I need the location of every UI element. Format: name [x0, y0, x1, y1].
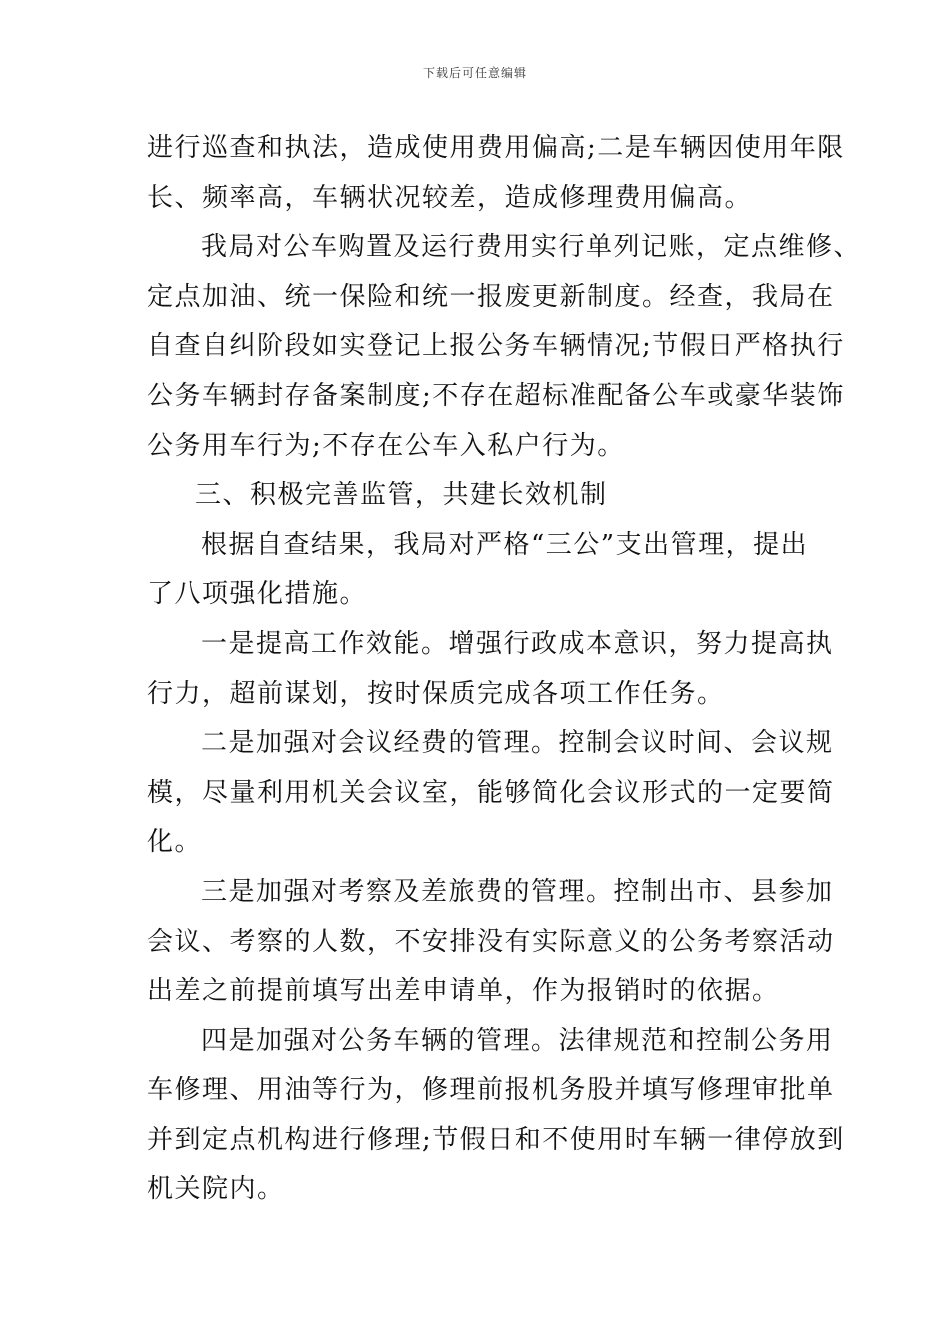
section-heading: 三、积极完善监管，共建长效机制 — [195, 480, 608, 511]
paragraph-start: 三是加强对考察及差旅费的管理。控制出市、县参加 — [201, 876, 834, 907]
text-line: 公务用车行为;不存在公车入私户行为。 — [147, 430, 625, 461]
text-line: 公务车辆封存备案制度;不存在超标准配备公车或豪华装饰 — [147, 380, 845, 411]
text-line: 车修理、用油等行为，修理前报机务股并填写修理审批单 — [147, 1075, 835, 1106]
text-line: 进行巡查和执法，造成使用费用偏高;二是车辆因使用年限 — [147, 133, 845, 163]
text-line: 模，尽量利用机关会议室，能够简化会议形式的一定要简 — [147, 777, 835, 808]
paragraph-start: 二是加强对会议经费的管理。控制会议时间、会议规 — [201, 728, 834, 759]
text-line: 并到定点机构进行修理;节假日和不使用时车辆一律停放到 — [147, 1124, 845, 1155]
text-line: 化。 — [147, 827, 203, 858]
text-line: 出差之前提前填写出差申请单，作为报销时的依据。 — [147, 976, 780, 1007]
text-line: 长、频率高，车辆状况较差，造成修理费用偏高。 — [147, 182, 753, 213]
page-header: 下载后可任意编辑 — [422, 66, 527, 80]
paragraph-start: 我局对公车购置及运行费用实行单列记账，定点维修、 — [201, 232, 862, 263]
paragraph-start: 根据自查结果，我局对严格“三公”支出管理，提出 — [201, 529, 809, 560]
text-line: 了八项强化措施。 — [147, 579, 368, 610]
text-line: 机关院内。 — [147, 1174, 285, 1205]
text-line: 定点加油、统一保险和统一报废更新制度。经查，我局在 — [147, 281, 835, 312]
paragraph-start: 一是提高工作效能。增强行政成本意识，努力提高执 — [201, 628, 834, 659]
paragraph-start: 四是加强对公务车辆的管理。法律规范和控制公务用 — [201, 1025, 834, 1056]
text-line: 行力，超前谋划，按时保质完成各项工作任务。 — [147, 678, 725, 709]
document-body — [147, 124, 862, 1215]
text-line: 会议、考察的人数，不安排没有实际意义的公务考察活动 — [147, 926, 835, 957]
text-line: 自查自纠阶段如实登记上报公务车辆情况;节假日严格执行 — [147, 331, 845, 362]
